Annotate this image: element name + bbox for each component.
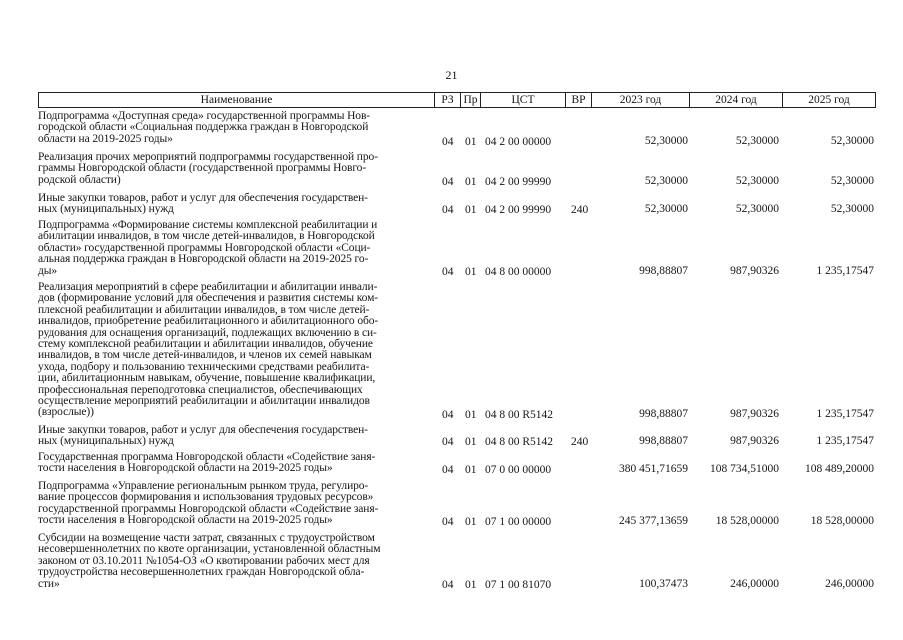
cell-2024: 108 734,51000 (710, 463, 779, 475)
column-header-2025: 2025 год (782, 93, 875, 107)
row-name-line: области» государственной программы Новгородской области «Соци- (38, 241, 371, 254)
cell-2023: 100,37473 (639, 578, 688, 590)
page-number: 21 (445, 68, 458, 82)
row-name (38, 533, 433, 590)
table-row (38, 533, 876, 593)
row-name-line: ных (муниципальных) нужд (38, 435, 174, 448)
cell-2023: 998,88807 (639, 265, 688, 277)
cell-2023: 998,88807 (639, 408, 688, 420)
column-header-2024: 2024 год (689, 93, 782, 107)
cell-vr: 240 (571, 204, 589, 216)
cell-2025: 246,00000 (825, 578, 874, 590)
column-header-rz: РЗ (434, 93, 460, 107)
table-row (38, 425, 876, 451)
row-name-line: государственной программы Новгородской области «Содействие заня- (38, 502, 379, 515)
cell-cst: 07 1 00 81070 (485, 579, 552, 591)
row-name-line: дов (формирование условий для обеспечения и развития системы ком- (38, 292, 378, 305)
table-row (38, 220, 876, 280)
cell-pr: 01 (465, 136, 477, 148)
row-name (38, 193, 433, 216)
cell-pr: 01 (465, 409, 477, 421)
cell-rz: 04 (442, 176, 454, 188)
cell-rz: 04 (442, 409, 454, 421)
cell-cst: 04 2 00 00000 (485, 136, 552, 148)
cell-cst: 07 1 00 00000 (485, 516, 552, 528)
cell-2024: 987,90326 (730, 435, 779, 447)
cell-cst: 04 8 00 R5142 (485, 436, 554, 448)
cell-2023: 52,30000 (644, 175, 688, 187)
cell-cst: 04 8 00 00000 (485, 266, 552, 278)
row-name (38, 282, 433, 419)
row-name-line: (взрослые)) (38, 406, 94, 419)
row-name (38, 220, 433, 277)
row-name-line: Реализация мероприятий в сфере реабилитации и абилитации инвали- (38, 281, 378, 293)
row-name (38, 452, 433, 475)
cell-rz: 04 (442, 464, 454, 476)
cell-2023: 245 377,13659 (619, 515, 688, 527)
cell-2025: 1 235,17547 (816, 408, 874, 420)
row-name-line: инвалидов, в том числе детей-инвалидов, и членов их семей навыкам (38, 349, 372, 362)
cell-2025: 1 235,17547 (816, 435, 874, 447)
cell-rz: 04 (442, 516, 454, 528)
row-name-line: городской области «Социальная поддержка граждан в Новгородской (38, 121, 369, 134)
cell-2023: 380 451,71659 (619, 463, 688, 475)
cell-cst: 04 8 00 R5142 (485, 409, 554, 421)
row-name (38, 481, 433, 527)
table-row (38, 282, 876, 423)
row-name-line: тости населения в Новгородской области на 2019-2025 годы» (38, 514, 333, 527)
cell-pr: 01 (465, 516, 477, 528)
row-name-line: Подпрограмма «Управление региональным рынком труда, регулиро- (38, 480, 369, 492)
cell-2024: 18 528,00000 (715, 515, 779, 527)
table-row (38, 152, 876, 192)
row-name-line: рудования для оснащения организаций, подлежащих включению в си- (38, 326, 377, 339)
row-name-line: плексной реабилитации и абилитации инвалидов, в том числе детей- (38, 303, 370, 316)
cell-pr: 01 (465, 579, 477, 591)
row-name-line: Государственная программа Новгородской области «Содействие заня- (38, 451, 376, 463)
row-name-line: альная поддержка граждан в Новгородской области на 2019-2025 го- (38, 253, 369, 266)
row-name (38, 152, 433, 186)
row-name-line: Реализация прочих мероприятий подпрограммы государственной про- (38, 151, 378, 163)
row-name-line: ды» (38, 264, 58, 277)
row-name-line: Иные закупки товаров, работ и услуг для обеспечения государствен- (38, 192, 368, 204)
column-header-vr: ВР (565, 93, 591, 107)
cell-2024: 987,90326 (730, 408, 779, 420)
table-row (38, 193, 876, 219)
column-header-pr: Пр (460, 93, 480, 107)
row-name-line: тости населения в Новгородской области на 2019-2025 годы» (38, 462, 333, 475)
cell-2024: 52,30000 (735, 203, 779, 215)
table-row (38, 481, 876, 531)
cell-rz: 04 (442, 579, 454, 591)
column-header-cst: ЦСТ (480, 93, 565, 107)
cell-rz: 04 (442, 266, 454, 278)
cell-pr: 01 (465, 266, 477, 278)
cell-2024: 52,30000 (735, 135, 779, 147)
cell-pr: 01 (465, 176, 477, 188)
table-row (38, 452, 876, 478)
row-name-line: вание процессов формирования и использования трудовых ресурсов» (38, 491, 374, 504)
row-name-line: Субсидии на возмещение части затрат, связанных с трудоустройством (38, 532, 375, 544)
cell-rz: 04 (442, 136, 454, 148)
row-name-line: Подпрограмма «Формирование системы комплексной реабилитации и (38, 219, 378, 231)
row-name-line: Подпрограмма «Доступная среда» государственной программы Нов- (38, 110, 371, 122)
row-name-line: инвалидов, приобретение реабилитационного и абилитационного обо- (38, 315, 379, 328)
row-name-line: осуществление мероприятий реабилитации и абилитации инвалидов (38, 395, 370, 408)
row-name-line: сти» (38, 577, 60, 590)
cell-cst: 07 0 00 00000 (485, 464, 552, 476)
row-name-line: ных (муниципальных) нужд (38, 203, 174, 216)
table-header (38, 92, 876, 108)
cell-2024: 52,30000 (735, 175, 779, 187)
cell-2023: 52,30000 (644, 135, 688, 147)
row-name-line: профессиональная переподготовка специалистов, обеспечивающих (38, 383, 363, 396)
row-name-line: законом от 03.10.2011 №1054-ОЗ «О квотировании рабочих мест для (38, 554, 370, 567)
cell-rz: 04 (442, 204, 454, 216)
row-name-line: граммы Новгородской области (государственной программы Новго- (38, 162, 367, 175)
row-name-line: родской области) (38, 173, 121, 186)
cell-2025: 52,30000 (830, 203, 874, 215)
row-name-line: ции, абилитационным навыкам, обучение, повышение квалификации, (38, 372, 376, 385)
row-name-line: области на 2019-2025 годы» (38, 132, 173, 145)
cell-cst: 04 2 00 99990 (485, 176, 552, 188)
cell-pr: 01 (465, 204, 477, 216)
row-name-line: несовершеннолетних по квоте организации, установленной областным (38, 543, 381, 556)
cell-2023: 998,88807 (639, 435, 688, 447)
cell-rz: 04 (442, 436, 454, 448)
cell-2024: 987,90326 (730, 265, 779, 277)
cell-vr: 240 (571, 436, 589, 448)
cell-2023: 52,30000 (644, 203, 688, 215)
column-header-name: Наименование (200, 94, 273, 106)
cell-2025: 108 489,20000 (805, 463, 874, 475)
cell-2025: 18 528,00000 (810, 515, 874, 527)
cell-pr: 01 (465, 464, 477, 476)
cell-2025: 52,30000 (830, 135, 874, 147)
cell-pr: 01 (465, 436, 477, 448)
row-name (38, 425, 433, 448)
table-row (38, 111, 876, 151)
column-header-2023: 2023 год (591, 93, 689, 107)
cell-2024: 246,00000 (730, 578, 779, 590)
cell-cst: 04 2 00 99990 (485, 204, 552, 216)
row-name (38, 111, 433, 145)
cell-2025: 52,30000 (830, 175, 874, 187)
row-name-line: Иные закупки товаров, работ и услуг для обеспечения государствен- (38, 424, 368, 436)
row-name-line: абилитации инвалидов, в том числе детей-инвалидов, в Новгородской (38, 230, 375, 243)
cell-2025: 1 235,17547 (816, 265, 874, 277)
row-name-line: ухода, подбору и пользованию техническими средствами реабилита- (38, 360, 370, 373)
row-name-line: трудоустройства несовершеннолетних граждан Новгородской обла- (38, 566, 365, 579)
row-name-line: стему комплексной реабилитации и абилитации инвалидов, обучение (38, 338, 373, 351)
